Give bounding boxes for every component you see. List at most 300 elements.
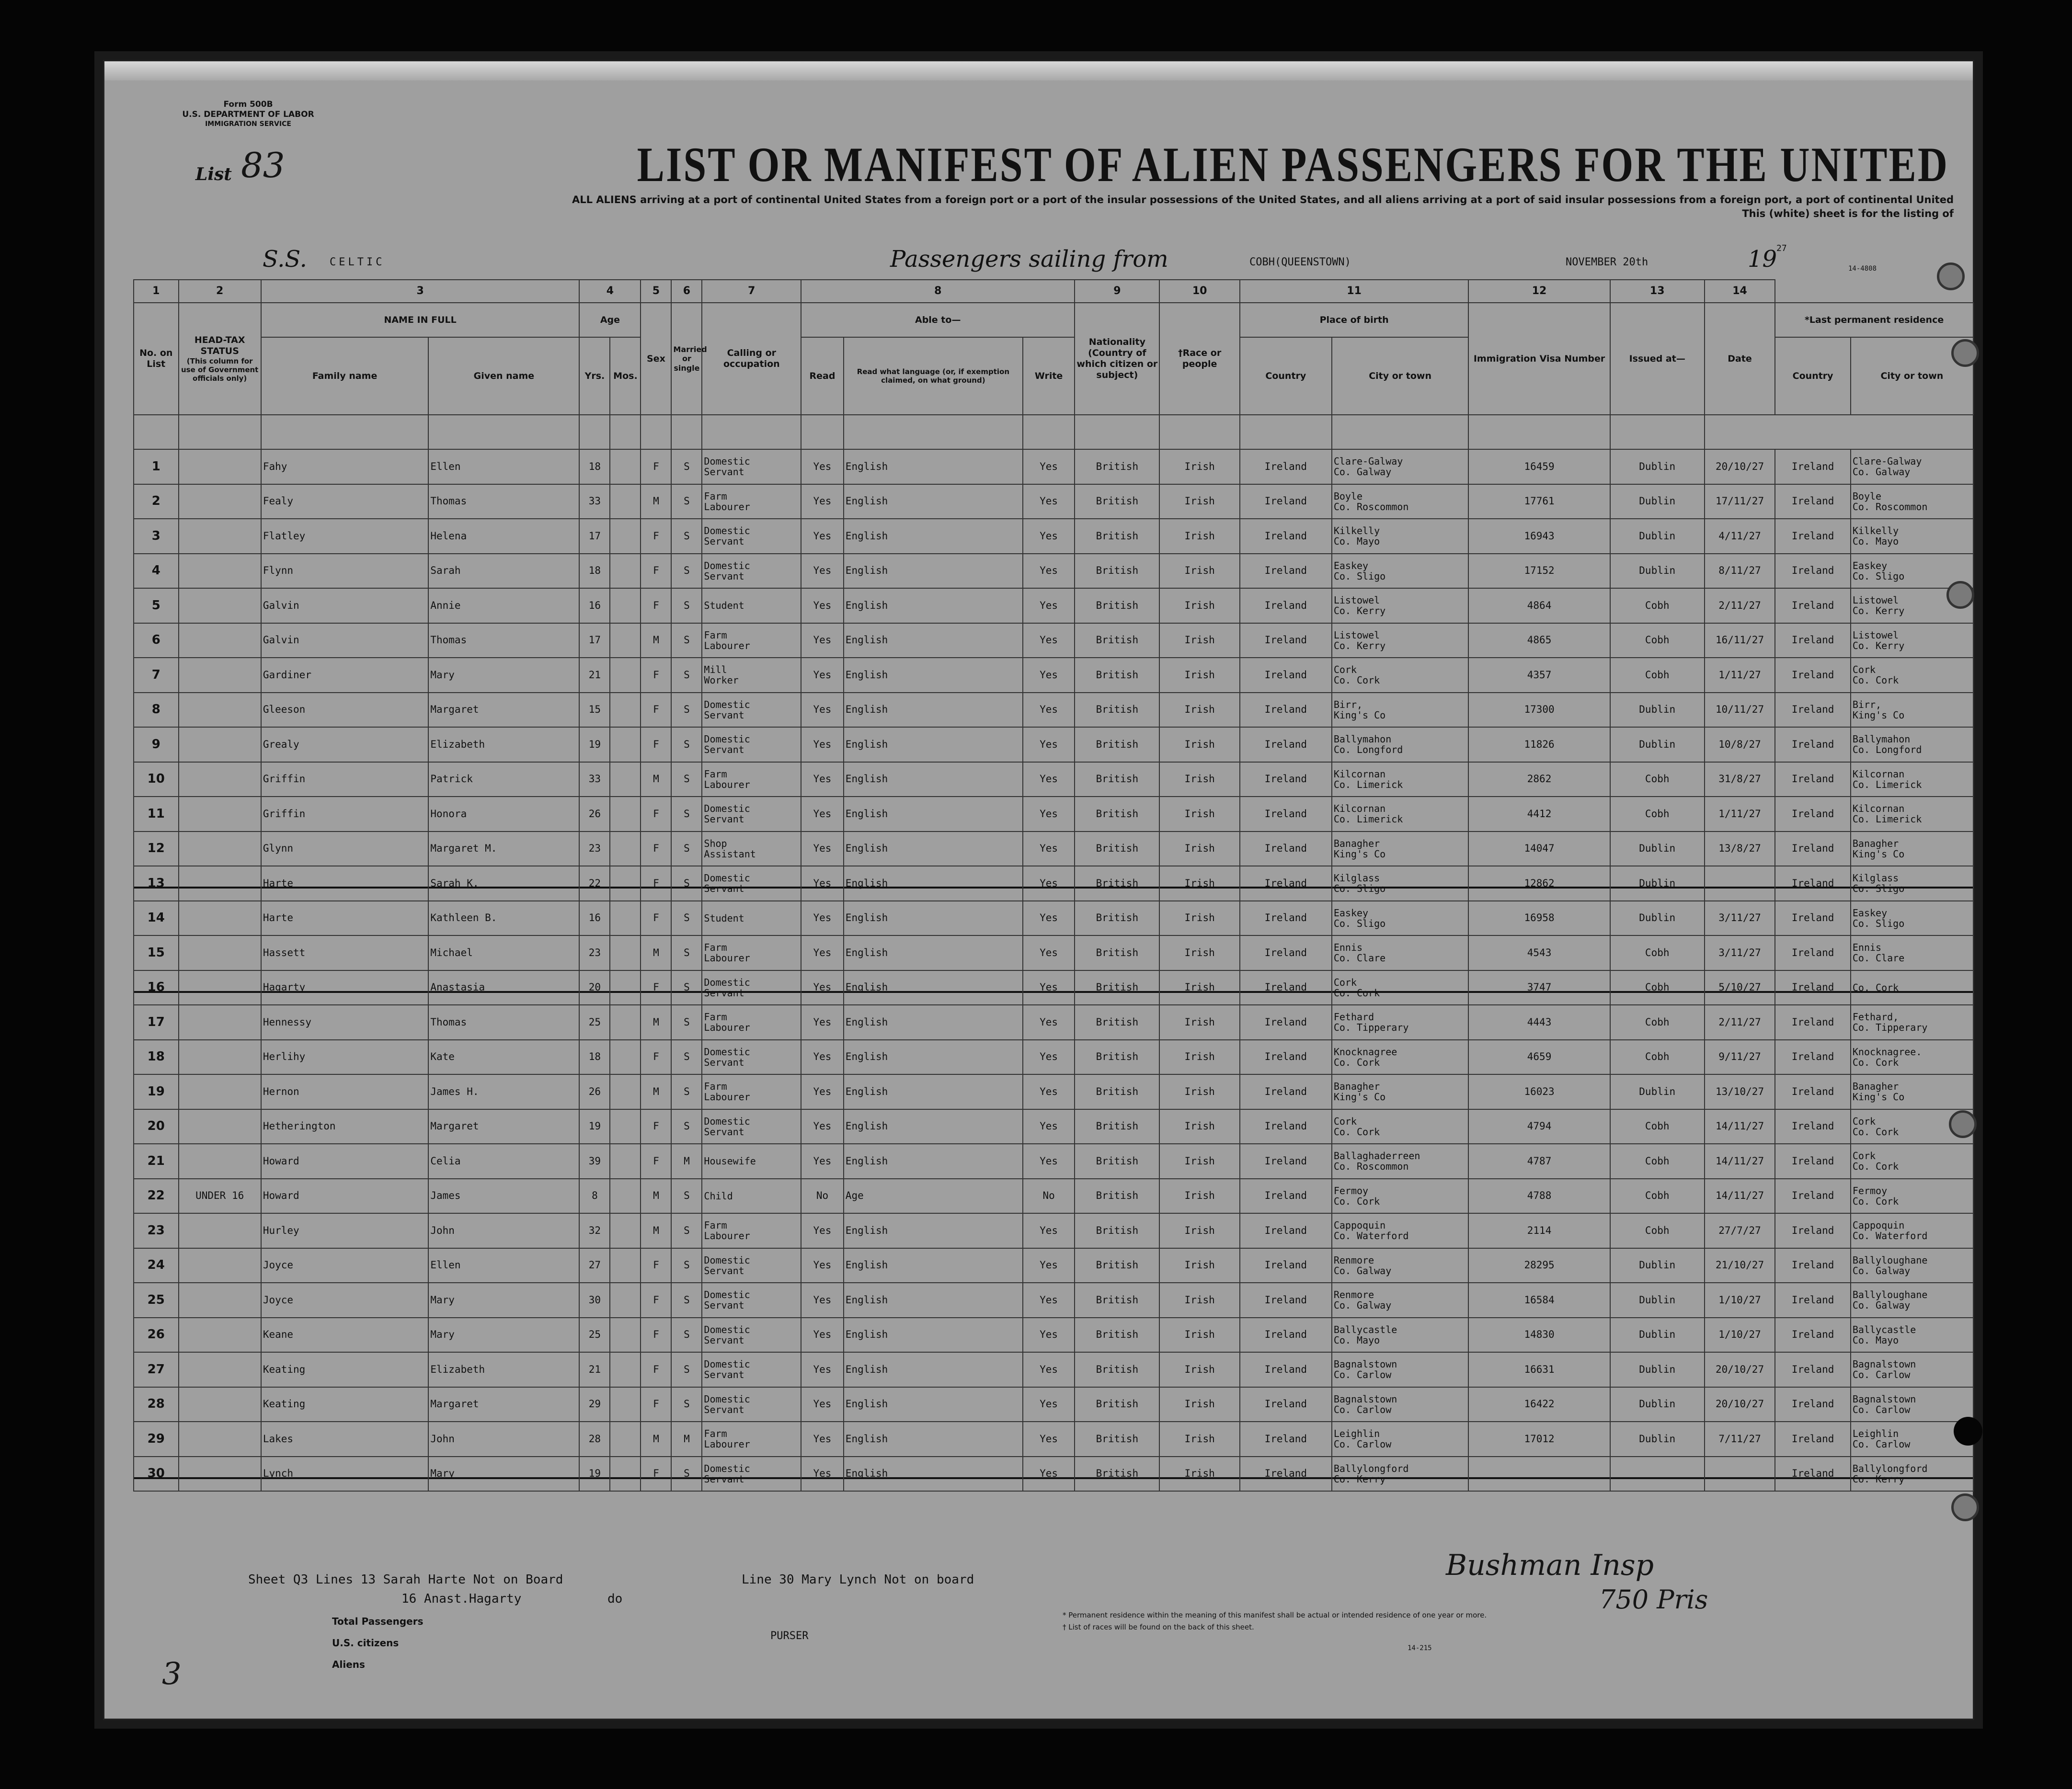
given-name: Ellen xyxy=(428,449,579,484)
nationality: British xyxy=(1075,449,1159,484)
birth-city-line-1: Boyle xyxy=(1333,490,1363,502)
header-row-1 xyxy=(134,303,1973,337)
given-name: Kate xyxy=(428,1040,579,1075)
birth-city-line-2: Co. Sligo xyxy=(1333,570,1386,582)
age-years: 15 xyxy=(579,693,610,728)
age-years: 18 xyxy=(579,554,610,589)
col-number: 9 xyxy=(1075,280,1159,303)
occupation-line-2: Servant xyxy=(704,1403,744,1415)
header-married-single: Married or single xyxy=(671,303,702,415)
residence-city-line-2: Co. Sligo xyxy=(1852,570,1905,582)
table-row xyxy=(134,449,1973,484)
header-write: Write xyxy=(1023,337,1075,415)
birth-city-line-1: Kilcornan xyxy=(1333,768,1386,780)
marital-status: S xyxy=(671,484,702,519)
marital-status: S xyxy=(671,1213,702,1248)
birth-city xyxy=(1332,554,1469,589)
table-row-struck xyxy=(134,866,1973,901)
residence-city-line-2: Co. Cork xyxy=(1852,1161,1899,1173)
can-write: Yes xyxy=(1023,1213,1075,1248)
occupation-line-2: Housewife xyxy=(704,1155,756,1167)
occupation xyxy=(702,449,801,484)
row-number: 12 xyxy=(134,832,179,866)
sex: M xyxy=(641,762,671,797)
race: Irish xyxy=(1159,1213,1239,1248)
can-read: Yes xyxy=(801,901,844,936)
occupation-line-2: Worker xyxy=(704,674,739,686)
age-months xyxy=(610,1422,641,1457)
family-name: Harte xyxy=(261,866,429,901)
residence-city-line-2: Co. Kerry xyxy=(1852,639,1905,651)
issued-at: Cobh xyxy=(1610,1213,1705,1248)
birth-city xyxy=(1332,1352,1469,1387)
visa-number: 17012 xyxy=(1468,1422,1610,1457)
given-name: Kathleen B. xyxy=(428,901,579,936)
birth-city xyxy=(1332,1422,1469,1457)
row-number: 24 xyxy=(134,1248,179,1283)
residence-city-line-1: Easkey xyxy=(1852,559,1888,571)
race: Irish xyxy=(1159,1283,1239,1318)
sex: F xyxy=(641,970,671,1005)
issued-at: Cobh xyxy=(1610,1144,1705,1179)
birth-city-line-2: Co. Cork xyxy=(1333,987,1380,999)
residence-city-line-1: Listowel xyxy=(1852,629,1899,641)
age-years: 25 xyxy=(579,1318,610,1353)
age-years: 16 xyxy=(579,901,610,936)
table-row xyxy=(134,1074,1973,1109)
family-name: Fahy xyxy=(261,449,429,484)
visa-date: 9/11/27 xyxy=(1705,1040,1775,1075)
marital-status: M xyxy=(671,1144,702,1179)
read-language: English xyxy=(844,1109,1023,1144)
birth-country: Ireland xyxy=(1240,797,1332,832)
read-language: English xyxy=(844,935,1023,970)
passenger-rows xyxy=(134,449,1973,1491)
age-years: 25 xyxy=(579,1005,610,1040)
given-name: Sarah xyxy=(428,554,579,589)
occupation-line-2: Labourer xyxy=(704,1438,750,1450)
residence-city-line-1: Cork xyxy=(1852,1115,1876,1127)
header-read: Read xyxy=(801,337,844,415)
can-write: Yes xyxy=(1023,1109,1075,1144)
binder-hole xyxy=(1937,262,1965,290)
can-read: Yes xyxy=(801,727,844,762)
row-number: 22 xyxy=(134,1179,179,1214)
given-name: Elizabeth xyxy=(428,727,579,762)
visa-number: 4412 xyxy=(1468,797,1610,832)
occupation-line-2: Servant xyxy=(704,570,744,582)
occupation-line-2: Servant xyxy=(704,536,744,547)
issued-at: Cobh xyxy=(1610,762,1705,797)
head-tax-cell xyxy=(179,935,261,970)
residence-city-line-2: Co. Cork xyxy=(1852,1195,1899,1207)
issued-at: Cobh xyxy=(1610,1109,1705,1144)
family-name: Fealy xyxy=(261,484,429,519)
issued-at: Dublin xyxy=(1610,1387,1705,1422)
header-family-name: Family name xyxy=(261,337,429,415)
residence-city-line-2: Co. Cork xyxy=(1852,1056,1899,1068)
list-number: 83 xyxy=(241,145,285,185)
can-write: Yes xyxy=(1023,588,1075,623)
read-language: English xyxy=(844,901,1023,936)
residence-city-line-1: Fermoy xyxy=(1852,1185,1888,1196)
marital-status: S xyxy=(671,1457,702,1492)
occupation xyxy=(702,1422,801,1457)
row-number: 7 xyxy=(134,658,179,693)
birth-city-line-1: Ballymahon xyxy=(1333,733,1392,745)
residence-city-line-2: King's Co xyxy=(1852,848,1905,860)
birth-country: Ireland xyxy=(1240,1109,1332,1144)
marital-status: M xyxy=(671,1422,702,1457)
given-name: Patrick xyxy=(428,762,579,797)
residence-city-line-2: Co. Limerick xyxy=(1852,778,1922,790)
given-name: Sarah K. xyxy=(428,866,579,901)
birth-city-line-2: Co. Kerry xyxy=(1333,639,1386,651)
family-name: Howard xyxy=(261,1144,429,1179)
visa-number: 16631 xyxy=(1468,1352,1610,1387)
residence-city xyxy=(1851,1318,1973,1353)
occupation xyxy=(702,1352,801,1387)
residence-city-line-2: King's Co xyxy=(1852,709,1905,721)
family-name: Galvin xyxy=(261,623,429,658)
birth-country: Ireland xyxy=(1240,623,1332,658)
birth-country: Ireland xyxy=(1240,554,1332,589)
binder-hole xyxy=(1949,1110,1977,1138)
residence-country: Ireland xyxy=(1775,693,1851,728)
visa-number: 16023 xyxy=(1468,1074,1610,1109)
visa-date: 3/11/27 xyxy=(1705,935,1775,970)
birth-country: Ireland xyxy=(1240,935,1332,970)
race: Irish xyxy=(1159,935,1239,970)
can-read: Yes xyxy=(801,554,844,589)
nationality: British xyxy=(1075,1422,1159,1457)
occupation-line-2: Labourer xyxy=(704,501,750,513)
header-last-residence: *Last permanent residence xyxy=(1775,303,1973,337)
visa-number: 2114 xyxy=(1468,1213,1610,1248)
footnote-1: * Permanent residence within the meaning of this manifest shall be actual or intended residence of one year or more. xyxy=(1063,1611,1487,1619)
occupation xyxy=(702,1179,801,1214)
visa-date: 10/11/27 xyxy=(1705,693,1775,728)
birth-city-line-1: Listowel xyxy=(1333,594,1380,606)
footer-note-1: Sheet Q3 Lines 13 Sarah Harte Not on Board xyxy=(248,1572,563,1587)
issued-at: Dublin xyxy=(1610,901,1705,936)
head-tax-cell xyxy=(179,588,261,623)
residence-city xyxy=(1851,1040,1973,1075)
birth-city xyxy=(1332,1457,1469,1492)
visa-date: 14/11/27 xyxy=(1705,1179,1775,1214)
birth-city-line-2: King's Co xyxy=(1333,1091,1386,1103)
birth-city-line-2: Co. Cork xyxy=(1333,1195,1380,1207)
visa-date: 3/11/27 xyxy=(1705,901,1775,936)
header-given-name: Given name xyxy=(428,337,579,415)
sex: F xyxy=(641,519,671,554)
birth-city-line-2: Co. Clare xyxy=(1333,952,1386,964)
age-months xyxy=(610,832,641,866)
residence-city-line-2: Co. Mayo xyxy=(1852,536,1899,547)
visa-number: 16422 xyxy=(1468,1387,1610,1422)
birth-city xyxy=(1332,727,1469,762)
age-years: 19 xyxy=(579,1109,610,1144)
birth-city xyxy=(1332,1074,1469,1109)
issued-at: Dublin xyxy=(1610,519,1705,554)
occupation-line-2: Servant xyxy=(704,1126,744,1138)
residence-country: Ireland xyxy=(1775,519,1851,554)
head-tax-cell xyxy=(179,693,261,728)
birth-city xyxy=(1332,1213,1469,1248)
head-tax-cell xyxy=(179,1005,261,1040)
header-able-to: Able to— xyxy=(801,303,1075,337)
column-number-row xyxy=(134,280,1973,303)
race: Irish xyxy=(1159,588,1239,623)
residence-city-line-1: Listowel xyxy=(1852,594,1899,606)
nationality: British xyxy=(1075,693,1159,728)
header-sex: Sex xyxy=(641,303,671,415)
race: Irish xyxy=(1159,623,1239,658)
can-write: Yes xyxy=(1023,1387,1075,1422)
birth-city xyxy=(1332,762,1469,797)
col-number: 6 xyxy=(671,280,702,303)
table-row xyxy=(134,1352,1973,1387)
sex: F xyxy=(641,1248,671,1283)
nationality: British xyxy=(1075,1318,1159,1353)
birth-city-line-1: Knocknagree xyxy=(1333,1046,1397,1058)
age-months xyxy=(610,797,641,832)
age-months xyxy=(610,449,641,484)
row-number: 27 xyxy=(134,1352,179,1387)
header-date: Date xyxy=(1705,303,1775,415)
birth-city-line-1: Bagnalstown xyxy=(1333,1358,1397,1370)
birth-country: Ireland xyxy=(1240,1213,1332,1248)
marital-status: S xyxy=(671,970,702,1005)
residence-country: Ireland xyxy=(1775,1457,1851,1492)
occupation-line-1: Domestic xyxy=(704,1115,750,1127)
issued-at: Cobh xyxy=(1610,658,1705,693)
age-months xyxy=(610,519,641,554)
footer-note-2: 16 Anast.Hagarty xyxy=(401,1592,522,1606)
row-number: 25 xyxy=(134,1283,179,1318)
visa-number: 28295 xyxy=(1468,1248,1610,1283)
marital-status: S xyxy=(671,727,702,762)
col-number: 7 xyxy=(702,280,801,303)
occupation-line-1: Domestic xyxy=(704,1358,750,1370)
can-write: Yes xyxy=(1023,658,1075,693)
header-birth-city: City or town xyxy=(1332,337,1469,415)
residence-country: Ireland xyxy=(1775,935,1851,970)
race: Irish xyxy=(1159,1248,1239,1283)
race: Irish xyxy=(1159,1387,1239,1422)
occupation-line-2: Labourer xyxy=(704,778,750,790)
issued-at: Cobh xyxy=(1610,623,1705,658)
can-write: Yes xyxy=(1023,935,1075,970)
age-years: 18 xyxy=(579,1040,610,1075)
visa-date: 7/11/27 xyxy=(1705,1422,1775,1457)
birth-city xyxy=(1332,866,1469,901)
birth-city-line-2: Co. Galway xyxy=(1333,1299,1392,1311)
read-language: English xyxy=(844,797,1023,832)
age-months xyxy=(610,1283,641,1318)
birth-city xyxy=(1332,970,1469,1005)
marital-status: S xyxy=(671,623,702,658)
birth-city-line-1: Ballylongford xyxy=(1333,1462,1409,1474)
head-tax-cell xyxy=(179,623,261,658)
sex: F xyxy=(641,901,671,936)
residence-city-line-1: Kilglass xyxy=(1852,872,1899,884)
header-issued-at: Issued at— xyxy=(1610,303,1705,415)
race: Irish xyxy=(1159,519,1239,554)
occupation xyxy=(702,588,801,623)
header-birth-country: Country xyxy=(1240,337,1332,415)
table-row xyxy=(134,832,1973,866)
birth-city-line-2: Co. Sligo xyxy=(1333,917,1386,929)
table-row xyxy=(134,554,1973,589)
visa-number: 4443 xyxy=(1468,1005,1610,1040)
nationality: British xyxy=(1075,1005,1159,1040)
birth-city-line-2: Co. Waterford xyxy=(1333,1230,1409,1242)
residence-city xyxy=(1851,1248,1973,1283)
can-write: Yes xyxy=(1023,554,1075,589)
occupation-line-1: Farm xyxy=(704,1011,727,1023)
age-months xyxy=(610,1040,641,1075)
nationality: British xyxy=(1075,762,1159,797)
issued-at: Dublin xyxy=(1610,866,1705,901)
marital-status: S xyxy=(671,449,702,484)
birth-country: Ireland xyxy=(1240,1248,1332,1283)
birth-city xyxy=(1332,1179,1469,1214)
age-years: 26 xyxy=(579,797,610,832)
purser-label: PURSER xyxy=(770,1630,809,1642)
visa-number: 4787 xyxy=(1468,1144,1610,1179)
visa-number: 4659 xyxy=(1468,1040,1610,1075)
residence-city xyxy=(1851,1179,1973,1214)
table-row xyxy=(134,519,1973,554)
residence-country: Ireland xyxy=(1775,1283,1851,1318)
col-number: 11 xyxy=(1240,280,1469,303)
residence-country: Ireland xyxy=(1775,970,1851,1005)
occupation-line-2: Labourer xyxy=(704,952,750,964)
binder-hole xyxy=(1946,581,1974,609)
residence-city-line-2: Co. Carlow xyxy=(1852,1403,1911,1415)
given-name: Margaret xyxy=(428,1387,579,1422)
family-name: Gardiner xyxy=(261,658,429,693)
can-read: Yes xyxy=(801,1387,844,1422)
race: Irish xyxy=(1159,1352,1239,1387)
aliens-label: Aliens xyxy=(332,1659,365,1670)
nationality: British xyxy=(1075,623,1159,658)
marital-status: S xyxy=(671,832,702,866)
subtitle-line-1: ALL ALIENS arriving at a port of continental United States from a foreign port or a port of the insular possessions of the United States, and all aliens arriving at a port of said insular possessions from a foreign port, a port of continental United xyxy=(572,194,1954,205)
visa-number: 14830 xyxy=(1468,1318,1610,1353)
head-tax-cell xyxy=(179,1318,261,1353)
sex: M xyxy=(641,623,671,658)
age-years: 20 xyxy=(579,970,610,1005)
can-read: Yes xyxy=(801,588,844,623)
col-number: 14 xyxy=(1705,280,1775,303)
family-name: Joyce xyxy=(261,1248,429,1283)
birth-city-line-1: Easkey xyxy=(1333,559,1369,571)
visa-number: 11826 xyxy=(1468,727,1610,762)
can-write: Yes xyxy=(1023,797,1075,832)
marital-status: S xyxy=(671,1283,702,1318)
visa-number: 3747 xyxy=(1468,970,1610,1005)
residence-city xyxy=(1851,727,1973,762)
read-language: English xyxy=(844,1422,1023,1457)
residence-country: Ireland xyxy=(1775,1248,1851,1283)
table-row xyxy=(134,1179,1973,1214)
table-row xyxy=(134,484,1973,519)
age-months xyxy=(610,866,641,901)
birth-city xyxy=(1332,1144,1469,1179)
birth-city-line-2: Co. Carlow xyxy=(1333,1403,1392,1415)
residence-city-line-1: Ballyloughane xyxy=(1852,1254,1928,1266)
age-years: 23 xyxy=(579,832,610,866)
residence-country: Ireland xyxy=(1775,1352,1851,1387)
race: Irish xyxy=(1159,1179,1239,1214)
read-language: English xyxy=(844,1248,1023,1283)
sex: F xyxy=(641,1387,671,1422)
birth-city-line-2: Co. Roscommon xyxy=(1333,501,1409,513)
birth-city xyxy=(1332,832,1469,866)
residence-city-line-2: King's Co xyxy=(1852,1091,1905,1103)
row-number: 2 xyxy=(134,484,179,519)
residence-city-line-2: Co. Galway xyxy=(1852,1299,1911,1311)
nationality: British xyxy=(1075,554,1159,589)
birth-city xyxy=(1332,1283,1469,1318)
birth-city-line-2: Co. Sligo xyxy=(1333,883,1386,895)
family-name: Hagarty xyxy=(261,970,429,1005)
residence-city-line-1: Banagher xyxy=(1852,837,1899,849)
occupation xyxy=(702,554,801,589)
birth-city-line-2: Co. Roscommon xyxy=(1333,1161,1409,1173)
table-row xyxy=(134,1144,1973,1179)
can-write: Yes xyxy=(1023,866,1075,901)
passengers-sailing-label: Passengers sailing from xyxy=(890,246,1168,273)
head-tax-note: (This column for use of Government officials only) xyxy=(181,356,259,383)
occupation-line-1: Farm xyxy=(704,490,727,502)
read-language: English xyxy=(844,623,1023,658)
residence-country: Ireland xyxy=(1775,1144,1851,1179)
residence-country: Ireland xyxy=(1775,588,1851,623)
given-name: Mary xyxy=(428,658,579,693)
age-years: 33 xyxy=(579,484,610,519)
table-row xyxy=(134,623,1973,658)
header-name-in-full: NAME IN FULL xyxy=(261,303,580,337)
occupation-line-1: Domestic xyxy=(704,803,750,815)
header-calling: Calling or occupation xyxy=(702,303,801,415)
visa-number: 17152 xyxy=(1468,554,1610,589)
marital-status: S xyxy=(671,693,702,728)
race: Irish xyxy=(1159,762,1239,797)
age-years: 30 xyxy=(579,1283,610,1318)
table-row xyxy=(134,797,1973,832)
age-months xyxy=(610,762,641,797)
birth-country: Ireland xyxy=(1240,1074,1332,1109)
nationality: British xyxy=(1075,1248,1159,1283)
table-row xyxy=(134,693,1973,728)
birth-country: Ireland xyxy=(1240,1040,1332,1075)
birth-country: Ireland xyxy=(1240,762,1332,797)
occupation-line-2: Servant xyxy=(704,1056,744,1068)
occupation-line-2: Assistant xyxy=(704,848,756,860)
issued-at: Cobh xyxy=(1610,1179,1705,1214)
visa-date: 4/11/27 xyxy=(1705,519,1775,554)
occupation xyxy=(702,519,801,554)
birth-city-line-1: Kilkelly xyxy=(1333,525,1380,537)
occupation-line-2: Labourer xyxy=(704,639,750,651)
visa-date: 1/11/27 xyxy=(1705,658,1775,693)
given-name: Annie xyxy=(428,588,579,623)
ship-name: CELTIC xyxy=(330,256,385,268)
residence-city xyxy=(1851,1005,1973,1040)
